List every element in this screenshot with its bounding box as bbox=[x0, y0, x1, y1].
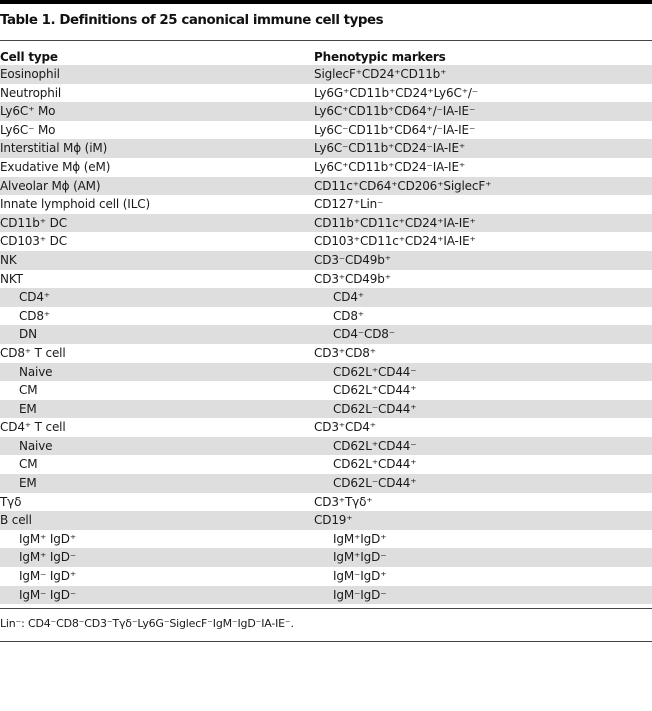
table-row bbox=[0, 437, 652, 456]
table-row bbox=[0, 139, 652, 158]
table-row bbox=[0, 511, 652, 530]
cell-type bbox=[0, 567, 314, 586]
top-bar bbox=[0, 0, 652, 4]
cell-type-label: NK bbox=[0, 252, 17, 267]
cell-type-label: Alveolar Mϕ (AM) bbox=[0, 178, 101, 193]
cell-type-label: Innate lymphoid cell (ILC) bbox=[0, 197, 150, 212]
cell-type-label: CD103⁺ DC bbox=[0, 234, 67, 249]
cell-type-label: Tγδ bbox=[0, 494, 22, 509]
cell-type-label: Eosinophil bbox=[0, 67, 60, 81]
phenotypic-markers bbox=[314, 232, 652, 251]
markers-label: CD11c⁺CD64⁺CD206⁺SiglecF⁺ bbox=[314, 178, 492, 193]
phenotypic-markers bbox=[314, 288, 652, 307]
table-row bbox=[0, 232, 652, 251]
cell-type bbox=[0, 437, 314, 456]
table-row bbox=[0, 418, 652, 437]
markers-label: CD4⁻CD8⁻ bbox=[333, 327, 395, 342]
phenotypic-markers bbox=[314, 307, 652, 326]
cell-type-label: CD4⁺ bbox=[19, 290, 50, 305]
table-row bbox=[0, 65, 652, 84]
table-row bbox=[0, 270, 652, 289]
cell-type bbox=[0, 139, 314, 158]
cell-type-label: CM bbox=[19, 457, 38, 472]
table-row bbox=[0, 251, 652, 270]
markers-label: CD3⁺CD4⁺ bbox=[314, 420, 376, 435]
cell-type bbox=[0, 270, 314, 289]
cell-type-label: CM bbox=[19, 383, 38, 398]
cell-type-label: Naive bbox=[19, 364, 53, 379]
table-body bbox=[0, 65, 652, 604]
cell-type-label: EM bbox=[19, 401, 37, 416]
table-row bbox=[0, 158, 652, 177]
table-row bbox=[0, 307, 652, 326]
cell-type-label: Ly6C⁻ Mo bbox=[0, 122, 56, 137]
markers-label: CD8⁺ bbox=[333, 308, 364, 323]
phenotypic-markers bbox=[314, 270, 652, 289]
table-row bbox=[0, 195, 652, 214]
table-row bbox=[0, 177, 652, 196]
phenotypic-markers bbox=[314, 548, 652, 567]
phenotypic-markers bbox=[314, 455, 652, 474]
cell-type-label: Exudative Mϕ (eM) bbox=[0, 159, 111, 174]
markers-label: Ly6C⁺CD11b⁺CD24⁻IA-IE⁺ bbox=[314, 159, 466, 174]
markers-label: IgM⁻IgD⁻ bbox=[333, 587, 387, 602]
table-row bbox=[0, 530, 652, 549]
cell-type bbox=[0, 381, 314, 400]
markers-label: IgM⁺IgD⁺ bbox=[333, 531, 387, 546]
header-cell-type: Cell type bbox=[0, 50, 58, 64]
markers-label: CD62L⁺CD44⁺ bbox=[333, 383, 417, 398]
markers-label: SiglecF⁺CD24⁺CD11b⁺ bbox=[314, 67, 447, 81]
markers-label: CD127⁺Lin⁻ bbox=[314, 197, 384, 212]
markers-label: CD62L⁺CD44⁺ bbox=[333, 457, 417, 472]
cell-type bbox=[0, 455, 314, 474]
markers-label: CD3⁺CD49b⁺ bbox=[314, 271, 391, 286]
phenotypic-markers bbox=[314, 177, 652, 196]
phenotypic-markers bbox=[314, 493, 652, 512]
cell-type bbox=[0, 102, 314, 121]
table-row bbox=[0, 474, 652, 493]
cell-type bbox=[0, 363, 314, 382]
cell-type-label: EM bbox=[19, 476, 37, 491]
markers-label: CD103⁺CD11c⁺CD24⁺IA-IE⁺ bbox=[314, 234, 476, 249]
table-title: Table 1. Definitions of 25 canonical immune cell types bbox=[0, 13, 384, 28]
phenotypic-markers bbox=[314, 567, 652, 586]
markers-label: CD62L⁺CD44⁻ bbox=[333, 364, 417, 379]
cell-type bbox=[0, 288, 314, 307]
cell-type bbox=[0, 493, 314, 512]
footnote: Lin⁻: CD4⁻CD8⁻CD3⁻Tγδ⁻Ly6G⁻SiglecF⁻IgM⁻IgD⁻IA-IE⁻. bbox=[0, 617, 294, 630]
cell-type bbox=[0, 586, 314, 605]
cell-type-label: CD4⁺ T cell bbox=[0, 420, 66, 435]
cell-type-label: IgM⁺ IgD⁺ bbox=[19, 531, 77, 546]
phenotypic-markers bbox=[314, 139, 652, 158]
cell-type-label: DN bbox=[19, 327, 37, 342]
markers-label: CD19⁺ bbox=[314, 513, 353, 528]
cell-type-label: CD8⁺ T cell bbox=[0, 345, 66, 360]
cell-type-label: IgM⁻ IgD⁺ bbox=[19, 569, 77, 584]
cell-type bbox=[0, 251, 314, 270]
cell-type bbox=[0, 195, 314, 214]
table-row bbox=[0, 586, 652, 605]
table-row bbox=[0, 400, 652, 419]
markers-label: Ly6G⁺CD11b⁺CD24⁺Ly6C⁺/⁻ bbox=[314, 85, 478, 100]
cell-type bbox=[0, 418, 314, 437]
markers-label: CD62L⁻CD44⁺ bbox=[333, 401, 417, 416]
phenotypic-markers bbox=[314, 325, 652, 344]
table-row bbox=[0, 455, 652, 474]
markers-label: CD11b⁺CD11c⁺CD24⁺IA-IE⁺ bbox=[314, 215, 476, 230]
phenotypic-markers bbox=[314, 530, 652, 549]
table-row bbox=[0, 84, 652, 103]
cell-type bbox=[0, 121, 314, 140]
cell-type-label: Naive bbox=[19, 438, 53, 453]
cell-type bbox=[0, 307, 314, 326]
markers-label: IgM⁺IgD⁻ bbox=[333, 550, 387, 565]
cell-type bbox=[0, 511, 314, 530]
phenotypic-markers bbox=[314, 214, 652, 233]
cell-type bbox=[0, 400, 314, 419]
table-row bbox=[0, 363, 652, 382]
table-bottom-rule bbox=[0, 608, 652, 609]
cell-type-label: IgM⁻ IgD⁻ bbox=[19, 587, 77, 602]
table-row bbox=[0, 214, 652, 233]
table-row bbox=[0, 102, 652, 121]
markers-label: CD3⁺Tγδ⁺ bbox=[314, 494, 373, 509]
phenotypic-markers bbox=[314, 511, 652, 530]
table-row bbox=[0, 567, 652, 586]
markers-label: Ly6C⁻CD11b⁺CD64⁺/⁻IA-IE⁻ bbox=[314, 122, 476, 137]
cell-type-label: NKT bbox=[0, 271, 23, 286]
phenotypic-markers bbox=[314, 474, 652, 493]
title-rule bbox=[0, 40, 652, 41]
cell-type-label: Interstitial Mϕ (iM) bbox=[0, 141, 108, 156]
phenotypic-markers bbox=[314, 418, 652, 437]
table-row bbox=[0, 325, 652, 344]
phenotypic-markers bbox=[314, 121, 652, 140]
phenotypic-markers bbox=[314, 586, 652, 605]
cell-type bbox=[0, 214, 314, 233]
markers-label: Ly6C⁺CD11b⁺CD64⁺/⁻IA-IE⁻ bbox=[314, 104, 476, 119]
cell-type-label: Ly6C⁺ Mo bbox=[0, 104, 56, 119]
phenotypic-markers bbox=[314, 344, 652, 363]
table-row bbox=[0, 344, 652, 363]
phenotypic-markers bbox=[314, 251, 652, 270]
markers-label: CD4⁺ bbox=[333, 290, 364, 305]
table-row bbox=[0, 121, 652, 140]
cell-type bbox=[0, 344, 314, 363]
phenotypic-markers bbox=[314, 195, 652, 214]
header-phenotypic-markers: Phenotypic markers bbox=[314, 50, 446, 64]
cell-type-label: B cell bbox=[0, 513, 32, 528]
phenotypic-markers bbox=[314, 102, 652, 121]
markers-label: CD62L⁻CD44⁺ bbox=[333, 476, 417, 491]
phenotypic-markers bbox=[314, 363, 652, 382]
markers-label: CD3⁺CD8⁺ bbox=[314, 345, 376, 360]
cell-type bbox=[0, 530, 314, 549]
markers-label: IgM⁻IgD⁺ bbox=[333, 569, 387, 584]
table-row bbox=[0, 288, 652, 307]
cell-type bbox=[0, 65, 314, 84]
cell-type bbox=[0, 548, 314, 567]
markers-label: Ly6C⁻CD11b⁺CD24⁻IA-IE⁺ bbox=[314, 141, 466, 156]
phenotypic-markers bbox=[314, 158, 652, 177]
table-row bbox=[0, 548, 652, 567]
phenotypic-markers bbox=[314, 381, 652, 400]
cell-type bbox=[0, 232, 314, 251]
cell-type-label: CD11b⁺ DC bbox=[0, 215, 67, 230]
cell-type-table bbox=[0, 65, 652, 604]
cell-type bbox=[0, 177, 314, 196]
cell-type bbox=[0, 158, 314, 177]
cell-type bbox=[0, 474, 314, 493]
cell-type bbox=[0, 84, 314, 103]
phenotypic-markers bbox=[314, 65, 652, 84]
table-row bbox=[0, 381, 652, 400]
phenotypic-markers bbox=[314, 84, 652, 103]
markers-label: CD62L⁺CD44⁻ bbox=[333, 438, 417, 453]
phenotypic-markers bbox=[314, 437, 652, 456]
cell-type-label: Neutrophil bbox=[0, 85, 62, 100]
cell-type bbox=[0, 325, 314, 344]
phenotypic-markers bbox=[314, 400, 652, 419]
cell-type-label: IgM⁺ IgD⁻ bbox=[19, 550, 77, 565]
cell-type-label: CD8⁺ bbox=[19, 308, 50, 323]
footnote-rule bbox=[0, 641, 652, 642]
table-row bbox=[0, 493, 652, 512]
markers-label: CD3⁻CD49b⁺ bbox=[314, 252, 391, 267]
